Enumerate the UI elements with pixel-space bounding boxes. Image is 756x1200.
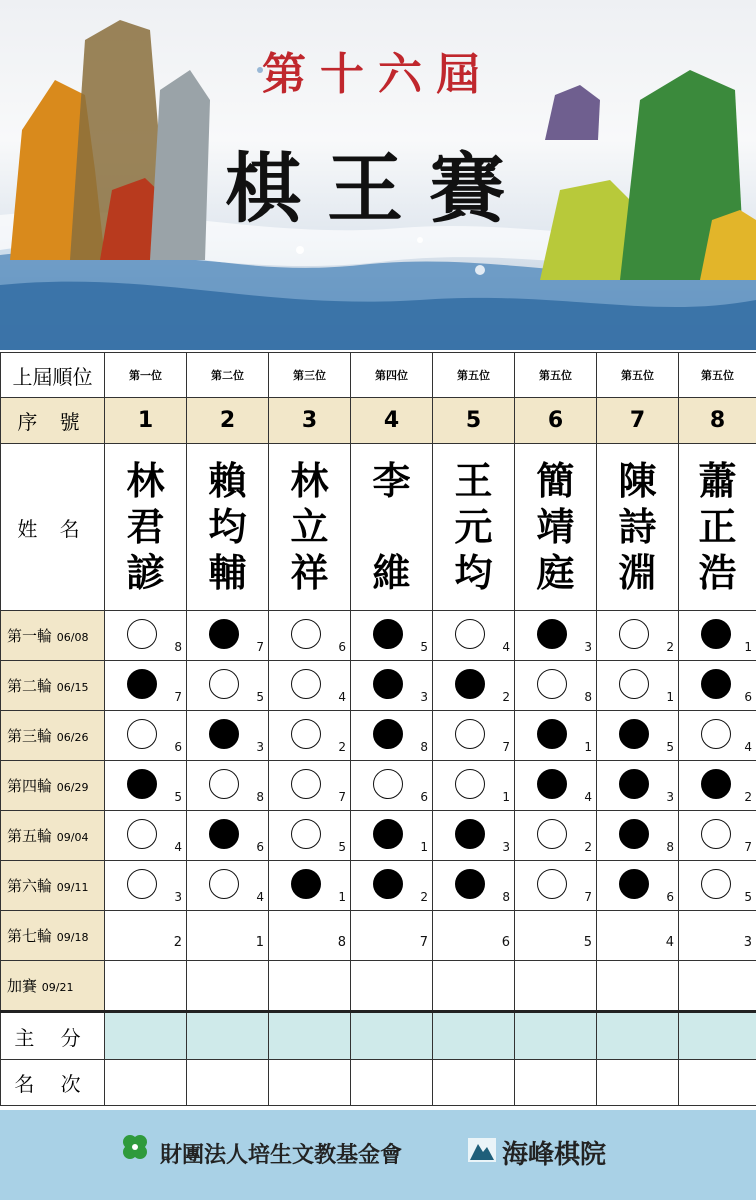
player-name-cell: [351, 444, 433, 611]
black-stone-icon: [619, 819, 649, 849]
opponent-number: 1: [502, 790, 510, 804]
tournament-title: 棋王賽: [225, 144, 531, 233]
opponent-number: 4: [502, 640, 510, 654]
opponent-number: 8: [420, 740, 428, 754]
game-cell: [105, 911, 187, 961]
game-cell: [105, 861, 187, 911]
game-cell: [351, 661, 433, 711]
opponent-number: 7: [584, 890, 592, 904]
opponent-number: 6: [338, 640, 346, 654]
opponent-number: 4: [744, 740, 752, 754]
opponent-number: 6: [501, 935, 510, 950]
player-name-cell: [269, 444, 351, 611]
round-label-cell: [1, 911, 105, 961]
player-name-char: 淵: [618, 550, 657, 595]
player-name-char: 諺: [126, 550, 165, 595]
white-stone-icon: [373, 769, 403, 799]
opponent-number: 3: [584, 640, 592, 654]
game-cell: [187, 761, 269, 811]
game-cell: [679, 611, 756, 661]
place-label: 名 次: [1, 1060, 105, 1106]
score-cell: [679, 1012, 756, 1060]
previous-rank-row: [1, 353, 756, 398]
player-name-char: 祥: [290, 550, 329, 595]
game-cell: [679, 961, 756, 1012]
round-label-cell: [1, 961, 105, 1012]
player-name-char: 李: [372, 458, 411, 503]
score-cell: [515, 1012, 597, 1060]
game-cell: [679, 861, 756, 911]
game-cell: [433, 861, 515, 911]
sequence-number: 3: [269, 398, 351, 444]
white-stone-icon: [455, 769, 485, 799]
black-stone-icon: [619, 869, 649, 899]
previous-rank-cell: 第三位: [269, 353, 351, 398]
sequence-number: 2: [187, 398, 269, 444]
opponent-number: 6: [256, 840, 264, 854]
opponent-number: 2: [744, 790, 752, 804]
player-name-cell: [597, 444, 679, 611]
player-name-char: 浩: [698, 550, 737, 595]
opponent-number: 5: [583, 935, 592, 950]
opponent-number: 2: [420, 890, 428, 904]
white-stone-icon: [291, 769, 321, 799]
game-cell: [351, 911, 433, 961]
player-name-char: 林: [290, 458, 329, 503]
game-cell: [515, 661, 597, 711]
round-date: 09/04: [56, 831, 89, 844]
round-date: 06/15: [56, 681, 89, 694]
game-cell: [597, 711, 679, 761]
game-cell: [515, 911, 597, 961]
black-stone-icon: [537, 619, 567, 649]
game-cell: [269, 961, 351, 1012]
place-row: [1, 1060, 756, 1106]
opponent-number: 6: [420, 790, 428, 804]
score-cell: [269, 1012, 351, 1060]
game-cell: [351, 761, 433, 811]
round-row: [1, 811, 756, 861]
round-date: 09/11: [56, 881, 89, 894]
sequence-label: 序 號: [1, 398, 105, 444]
game-cell: [269, 911, 351, 961]
round-label: 第二輪: [7, 677, 53, 695]
opponent-number: 8: [337, 935, 346, 950]
white-stone-icon: [537, 819, 567, 849]
black-stone-icon: [209, 619, 239, 649]
opponent-number: 4: [174, 840, 182, 854]
opponent-number: 8: [256, 790, 264, 804]
name-row: [1, 444, 756, 611]
opponent-number: 6: [174, 740, 182, 754]
black-stone-icon: [209, 819, 239, 849]
player-name-cell: [679, 444, 756, 611]
opponent-number: 6: [744, 690, 752, 704]
round-label-cell: [1, 711, 105, 761]
game-cell: [597, 861, 679, 911]
player-name-cell: [433, 444, 515, 611]
round-row: [1, 661, 756, 711]
game-cell: [679, 761, 756, 811]
edition-title: 第十六屆: [262, 49, 494, 100]
player-name-char: 賴: [208, 458, 247, 503]
player-name: [269, 450, 350, 604]
place-cell: [433, 1060, 515, 1106]
player-name: [351, 450, 432, 604]
place-cell: [187, 1060, 269, 1106]
player-name-char: 王: [454, 458, 493, 503]
previous-rank-cell: 第五位: [679, 353, 756, 398]
previous-rank-cell: 第五位: [515, 353, 597, 398]
game-cell: [269, 861, 351, 911]
opponent-number: 3: [174, 890, 182, 904]
opponent-number: 2: [338, 740, 346, 754]
black-stone-icon: [373, 669, 403, 699]
opponent-number: 1: [584, 740, 592, 754]
round-label: 加賽: [7, 977, 38, 995]
player-name-char: 均: [454, 550, 493, 595]
previous-rank-cell: 第四位: [351, 353, 433, 398]
game-cell: [105, 761, 187, 811]
opponent-number: 7: [419, 935, 428, 950]
game-cell: [679, 711, 756, 761]
game-cell: [515, 811, 597, 861]
opponent-number: 4: [338, 690, 346, 704]
game-cell: [105, 961, 187, 1012]
opponent-number: 6: [666, 890, 674, 904]
opponent-number: 3: [666, 790, 674, 804]
player-name-char: 君: [126, 504, 165, 549]
sequence-number: 8: [679, 398, 756, 444]
black-stone-icon: [373, 869, 403, 899]
place-cell: [105, 1060, 187, 1106]
game-cell: [269, 661, 351, 711]
white-stone-icon: [537, 869, 567, 899]
player-name-char: 詩: [618, 504, 657, 549]
player-name-char: 正: [698, 504, 737, 549]
tournament-table: [0, 352, 756, 1106]
opponent-number: 8: [584, 690, 592, 704]
score-cell: [351, 1012, 433, 1060]
game-cell: [433, 911, 515, 961]
sequence-number: 5: [433, 398, 515, 444]
black-stone-icon: [455, 819, 485, 849]
white-stone-icon: [127, 619, 157, 649]
game-cell: [269, 811, 351, 861]
opponent-number: 7: [256, 640, 264, 654]
black-stone-icon: [537, 719, 567, 749]
black-stone-icon: [373, 819, 403, 849]
game-cell: [187, 661, 269, 711]
place-cell: [597, 1060, 679, 1106]
round-label: 第四輪: [7, 777, 53, 795]
game-cell: [433, 661, 515, 711]
player-name-char: 元: [454, 504, 493, 549]
white-stone-icon: [127, 719, 157, 749]
white-stone-icon: [291, 719, 321, 749]
game-cell: [105, 711, 187, 761]
game-cell: [597, 811, 679, 861]
opponent-number: 4: [256, 890, 264, 904]
white-stone-icon: [127, 869, 157, 899]
black-stone-icon: [455, 869, 485, 899]
round-row: [1, 911, 756, 961]
previous-rank-cell: 第二位: [187, 353, 269, 398]
player-name-char: 陳: [618, 458, 657, 503]
place-cell: [515, 1060, 597, 1106]
opponent-number: 2: [173, 935, 182, 950]
player-name-char: 靖: [536, 504, 575, 549]
opponent-number: 8: [502, 890, 510, 904]
player-name-char: 立: [290, 504, 329, 549]
round-row: [1, 711, 756, 761]
header-banner: [0, 0, 756, 350]
player-name: [187, 450, 268, 604]
game-cell: [597, 661, 679, 711]
score-label: 主 分: [1, 1012, 105, 1060]
game-cell: [187, 711, 269, 761]
sequence-number: 6: [515, 398, 597, 444]
sequence-number: 1: [105, 398, 187, 444]
black-stone-icon: [619, 719, 649, 749]
game-cell: [433, 761, 515, 811]
round-label: 第六輪: [7, 877, 53, 895]
game-cell: [597, 761, 679, 811]
player-name: [679, 450, 756, 604]
game-cell: [597, 911, 679, 961]
score-cell: [105, 1012, 187, 1060]
score-row: [1, 1012, 756, 1060]
round-label-cell: [1, 611, 105, 661]
player-name-cell: [105, 444, 187, 611]
clover-icon: [120, 1132, 150, 1162]
round-label: 第三輪: [7, 727, 53, 745]
game-cell: [433, 611, 515, 661]
player-name-char: 維: [372, 550, 411, 595]
black-stone-icon: [127, 669, 157, 699]
white-stone-icon: [701, 869, 731, 899]
white-stone-icon: [209, 869, 239, 899]
game-cell: [515, 611, 597, 661]
round-date: 09/18: [56, 931, 89, 944]
game-cell: [351, 861, 433, 911]
game-cell: [351, 961, 433, 1012]
white-stone-icon: [291, 819, 321, 849]
player-name: [105, 450, 186, 604]
game-cell: [269, 711, 351, 761]
black-stone-icon: [701, 769, 731, 799]
place-cell: [351, 1060, 433, 1106]
black-stone-icon: [209, 719, 239, 749]
opponent-number: 5: [666, 740, 674, 754]
opponent-number: 3: [256, 740, 264, 754]
opponent-number: 1: [744, 640, 752, 654]
round-row: [1, 861, 756, 911]
previous-rank-cell: 第五位: [597, 353, 679, 398]
game-cell: [515, 861, 597, 911]
go-club-name: 海峰棋院: [502, 1140, 607, 1170]
white-stone-icon: [455, 619, 485, 649]
black-stone-icon: [619, 769, 649, 799]
opponent-number: 3: [502, 840, 510, 854]
sequence-number: 4: [351, 398, 433, 444]
black-stone-icon: [701, 669, 731, 699]
white-stone-icon: [619, 669, 649, 699]
sequence-row: [1, 398, 756, 444]
game-cell: [187, 811, 269, 861]
game-cell: [515, 711, 597, 761]
white-stone-icon: [291, 619, 321, 649]
game-cell: [515, 961, 597, 1012]
game-cell: [433, 961, 515, 1012]
round-row: [1, 761, 756, 811]
black-stone-icon: [373, 619, 403, 649]
score-cell: [187, 1012, 269, 1060]
foundation-name: 財團法人培生文教基金會: [160, 1143, 403, 1168]
white-stone-icon: [455, 719, 485, 749]
previous-rank-cell: 第五位: [433, 353, 515, 398]
opponent-number: 5: [256, 690, 264, 704]
round-label-cell: [1, 761, 105, 811]
place-cell: [269, 1060, 351, 1106]
opponent-number: 1: [255, 935, 264, 950]
player-name-char: 林: [126, 458, 165, 503]
round-label: 第一輪: [7, 627, 53, 645]
opponent-number: 3: [420, 690, 428, 704]
game-cell: [105, 661, 187, 711]
player-name-char: 均: [208, 504, 247, 549]
round-date: 06/29: [56, 781, 89, 794]
player-name: [597, 450, 678, 604]
game-cell: [351, 711, 433, 761]
sequence-number: 7: [597, 398, 679, 444]
game-cell: [105, 811, 187, 861]
round-label-cell: [1, 811, 105, 861]
player-name: [433, 450, 514, 604]
name-label: 姓 名: [1, 444, 105, 611]
game-cell: [187, 611, 269, 661]
round-label: 第五輪: [7, 827, 53, 845]
opponent-number: 8: [666, 840, 674, 854]
place-cell: [679, 1060, 756, 1106]
score-cell: [597, 1012, 679, 1060]
white-stone-icon: [127, 819, 157, 849]
opponent-number: 3: [743, 935, 752, 950]
game-cell: [597, 961, 679, 1012]
white-stone-icon: [209, 669, 239, 699]
opponent-number: 2: [666, 640, 674, 654]
round-label: 第七輪: [7, 927, 53, 945]
mountain-icon: [468, 1138, 496, 1162]
game-cell: [187, 961, 269, 1012]
game-cell: [679, 811, 756, 861]
round-date: 09/21: [41, 981, 74, 994]
game-cell: [269, 761, 351, 811]
opponent-number: 4: [665, 935, 674, 950]
white-stone-icon: [537, 669, 567, 699]
score-cell: [433, 1012, 515, 1060]
opponent-number: 8: [174, 640, 182, 654]
round-row: [1, 961, 756, 1012]
black-stone-icon: [291, 869, 321, 899]
round-row: [1, 611, 756, 661]
opponent-number: 1: [420, 840, 428, 854]
black-stone-icon: [373, 719, 403, 749]
game-cell: [187, 911, 269, 961]
game-cell: [351, 811, 433, 861]
opponent-number: 5: [338, 840, 346, 854]
opponent-number: 5: [420, 640, 428, 654]
round-label-cell: [1, 861, 105, 911]
game-cell: [679, 661, 756, 711]
opponent-number: 7: [502, 740, 510, 754]
opponent-number: 1: [666, 690, 674, 704]
game-cell: [351, 611, 433, 661]
opponent-number: 7: [338, 790, 346, 804]
player-name-char: 輔: [208, 550, 247, 595]
white-stone-icon: [619, 619, 649, 649]
player-name-char: 庭: [536, 550, 575, 595]
player-name-char: 蕭: [698, 458, 737, 503]
game-cell: [269, 611, 351, 661]
black-stone-icon: [701, 619, 731, 649]
opponent-number: 7: [744, 840, 752, 854]
black-stone-icon: [455, 669, 485, 699]
previous-rank-cell: 第一位: [105, 353, 187, 398]
opponent-number: 5: [744, 890, 752, 904]
game-cell: [187, 861, 269, 911]
black-stone-icon: [127, 769, 157, 799]
white-stone-icon: [209, 769, 239, 799]
opponent-number: 2: [584, 840, 592, 854]
white-stone-icon: [701, 719, 731, 749]
game-cell: [433, 811, 515, 861]
opponent-number: 2: [502, 690, 510, 704]
player-name-cell: [187, 444, 269, 611]
player-name-char: 簡: [536, 458, 575, 503]
opponent-number: 4: [584, 790, 592, 804]
white-stone-icon: [291, 669, 321, 699]
player-name-cell: [515, 444, 597, 611]
game-cell: [433, 711, 515, 761]
round-date: 06/26: [56, 731, 89, 744]
opponent-number: 5: [174, 790, 182, 804]
game-cell: [105, 611, 187, 661]
game-cell: [679, 911, 756, 961]
white-stone-icon: [701, 819, 731, 849]
game-cell: [597, 611, 679, 661]
black-stone-icon: [537, 769, 567, 799]
opponent-number: 7: [174, 690, 182, 704]
previous-rank-label: 上屆順位: [1, 353, 105, 398]
player-name: [515, 450, 596, 604]
game-cell: [515, 761, 597, 811]
opponent-number: 1: [338, 890, 346, 904]
round-label-cell: [1, 661, 105, 711]
round-date: 06/08: [56, 631, 89, 644]
